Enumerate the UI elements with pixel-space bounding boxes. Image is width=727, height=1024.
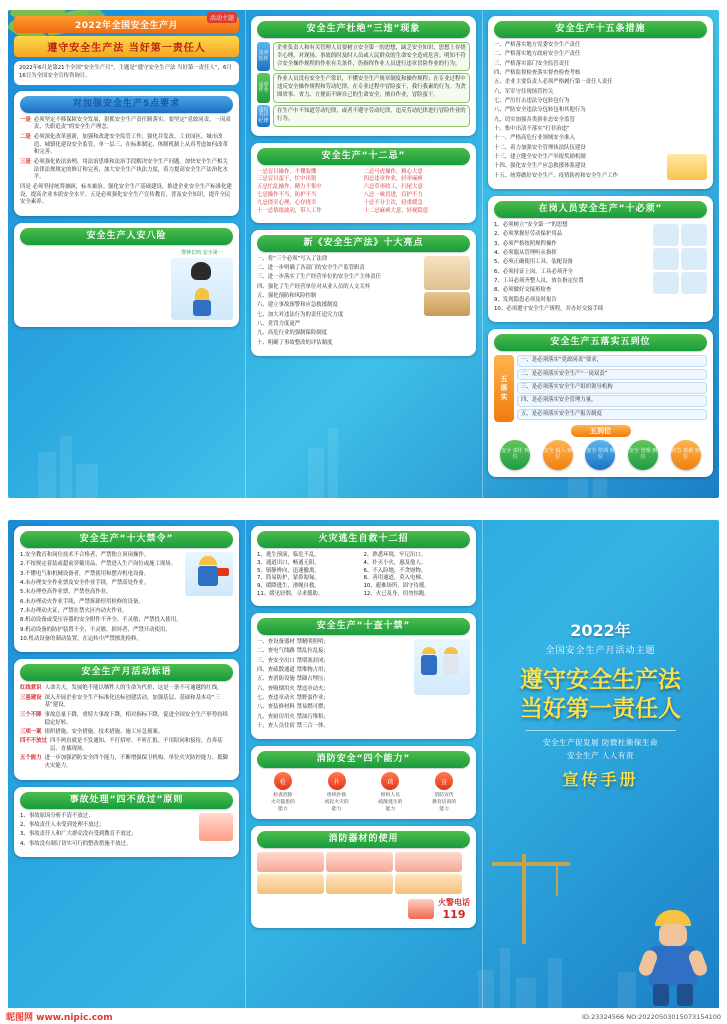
escape-item: 4、扑灭小火，惠及他人。 [363, 559, 427, 566]
taboo-item: 五忌忙乱操作，精力不集中 [257, 184, 322, 191]
card-title: 消防安全“四个能力” [257, 751, 470, 768]
helmet-icon [667, 154, 707, 180]
measure-item: 十一、严格高危行业领域安全准入 [494, 135, 575, 142]
ppe-photo [653, 224, 679, 246]
slogan-label: 三基建设 [20, 694, 42, 701]
measure-item: 三、严格落实部门安全监管责任 [494, 60, 570, 67]
card-slogans [14, 659, 239, 779]
escape-item: 1、逃生预演，临危不乱。 [257, 552, 320, 558]
taboo-item: 九忌侥幸心理，心存侥幸 [257, 199, 317, 206]
highlight-item: 七、加大对违法行为的责任追究力度 [257, 311, 344, 318]
theme-banner [14, 16, 239, 57]
pill-badge: 安全 培训 到位 [585, 440, 615, 470]
item-label: 二是 [20, 133, 31, 140]
prohibition-item: 7.未办理动火证，严禁在禁火区内动火作业。 [20, 607, 128, 614]
escape-item: 5、镇静辨向，迅速撤离。 [257, 567, 320, 574]
principle-item: 1、事故原因分析不清不放过； [20, 812, 94, 819]
measure-item: 十四、强化安全生产应急救援体系建设 [494, 163, 586, 170]
equipment-photo [326, 874, 393, 894]
violation-row [257, 42, 470, 71]
card-eight-risks [14, 223, 239, 327]
highlight-item: 五、强化预防和风险控制 [257, 292, 317, 299]
wuluoshi-item: 一、是必须落实“党政同责”要求， [517, 355, 707, 367]
taboo-item: 三忌盲目蛮干，忙中出错 [257, 176, 317, 183]
violation-tag: 违反劳动纪律 [257, 105, 270, 127]
measure-item: 五、企业主要负责人必须严格履行第一责任人责任 [494, 79, 613, 86]
card-ten-prohibitions [14, 526, 239, 652]
highlight-item: 九、高危行业的强制保险制度 [257, 330, 328, 337]
site-watermark [6, 1010, 113, 1023]
item-text: 必须深化改革创新，加强和改进安全监管工作，强化并发改、工业园区、城市改造、城镇化建设安全监管，单一层三、在标准制定、体制机制上从真考虑如何改革和完善。 [33, 133, 228, 156]
ability-line2: 火灾隐患的 [270, 800, 295, 806]
card-body [494, 42, 707, 180]
must-item: 8、必须做好交接班检查 [494, 287, 552, 294]
slogan-text: 组织措施、安全措施、技术措施、施工应急预案。 [44, 728, 164, 735]
ability-item [311, 772, 363, 812]
measure-item: 八、严防安全违法分包转包和其他行为 [494, 107, 586, 114]
item-label: 一是 [20, 116, 31, 123]
prohibition-item: 4.未办理安全作业票及安全作业手续，严禁高处作业。 [20, 579, 150, 586]
card-title: 新《安全生产法》十大亮点 [257, 235, 470, 252]
card-title: 在岗人员安全生产“十必须” [494, 201, 707, 218]
card-title: 火灾逃生自救十二招 [257, 531, 470, 548]
check-item: 三、查安全出口 禁堵塞封闭； [257, 657, 329, 664]
banner-small-title: 2022年全国安全生产月 [14, 16, 239, 33]
ppe-photo [681, 272, 707, 294]
principle-item: 2、事故责任人未受到处理不放过； [20, 821, 105, 828]
measure-item: 七、严厉打击违法分包转包行为 [494, 97, 570, 104]
measure-item: 四、严格监督检查落实督查检查考核 [494, 69, 581, 76]
ability-line3: 能力 [385, 807, 396, 813]
highlight-item: 三、进一步落实了生产经营单位的安全生产主体责任 [257, 274, 381, 281]
ability-item [418, 772, 470, 812]
check-item: 六、查吸烟用火 禁违章动火； [257, 685, 329, 692]
measure-item: 二、严格落实地方政府安全生产责任 [494, 51, 581, 58]
escape-item: 6、不入险地，不贪财物。 [363, 567, 427, 574]
taboo-item: 八忌一味冒进，盲护不力 [363, 192, 423, 199]
taboo-item: 六忌草率收工，扫尾大意 [363, 184, 423, 191]
prohibition-item: 8.机动设备或受压容器的安全附件不齐全、不灵敏，严禁投入使用。 [20, 617, 182, 624]
ability-line2: 初起火灾的 [324, 800, 349, 806]
equipment-photo-grid [257, 852, 470, 894]
law-books-illustration [424, 256, 470, 290]
top-right-panel [482, 10, 719, 498]
cover-slogan-2: 安全生产 人人有责 [567, 750, 634, 760]
megaphone-worker-illustration [185, 552, 233, 596]
violation-text: 作业人员没有安全生产常识，不懂安全生产规章制度和操作规程；在专业过程中违反安全操作规程和劳动纪律，在专业过程中冒险蛮干，我行我素的行为。为贪图省事、省力、方便而不顾自己的生命安全，擅自作业，冒险蛮干。 [273, 73, 470, 102]
card-title: 安全生产五落实五到位 [494, 334, 707, 351]
slogan-label: 三个不降 [20, 711, 42, 718]
escape-item: 11、缓见轻烟，寻求援助。 [257, 591, 324, 598]
taboo-item: 二忌马虎操作，粗心大意 [363, 168, 423, 175]
measure-item: 十、集中出清不落实“打非治违” [494, 125, 570, 132]
item-text: 必须强化依法治理，用法治思维和法治手段解决安全生产问题。加快安全生产相关法律法规规定的修订和完善，加大安全生产执法力度，着力提高安全生产法治化水平。 [33, 158, 228, 181]
principle-item: 4、事故没有制订切实可行的整改措施不放过。 [20, 840, 132, 847]
crane-illustration [492, 854, 572, 944]
escape-item: 3、通道出口，畅通无阻。 [257, 559, 320, 566]
ability-icon: 扑 [328, 772, 346, 790]
taboo-item: 十一忌情绪波动，带人工作 [257, 207, 322, 214]
escape-item: 2、熟悉环境，牢记出口。 [363, 552, 427, 558]
must-item: 10、必须遵守安全生产规程，并办好交接手续 [494, 305, 604, 312]
check-item: 四、查疏散通道 禁堆物占用； [257, 666, 329, 673]
prohibition-item: 3.不懂电气和机械设备者，严禁使用和摆弄机电设备。 [20, 570, 150, 577]
check-item: 七、查违章动火 禁野蛮作业； [257, 694, 329, 701]
card-title: 安全生产十五条措施 [494, 21, 707, 38]
escape-item: 9、缓降逃生，滑绳自救。 [257, 583, 320, 590]
taboo-item: 十二忌麻痹大意，轻视隐患 [363, 207, 429, 214]
ability-item [365, 772, 417, 812]
measure-item: 九、切实加强各类新业态安全监管 [494, 116, 575, 123]
card-body [20, 117, 233, 208]
card-title: 安全生产“十大禁令” [20, 531, 233, 548]
must-item: 9、发现隐患必须及时报告 [494, 296, 557, 303]
card-title: 消防器材的使用 [257, 831, 470, 848]
card-four-abilities [251, 746, 476, 819]
measure-item: 十五、统筹做好安全生产、疫情防控和安全生产工作 [494, 172, 618, 179]
must-item: 5、必须正确使用工具、装配设备 [494, 259, 573, 266]
escape-item: 7、简易防护，蒙鼻匍匐。 [257, 575, 320, 582]
slogan-text: 进一步加强消防安全四个能力，不断增强保卫机构、单位火灾防控能力、抵御火灾能力。 [44, 755, 228, 770]
prohibition-item: 5.未办理登高作业票，严禁登高作业。 [20, 589, 112, 596]
top-brochure-sheet [8, 10, 719, 498]
slogan-label: 五个能力 [20, 755, 42, 762]
ability-icon: 疏 [381, 772, 399, 790]
slogan-label: 三项一案 [20, 728, 42, 735]
card-five-requirements [14, 91, 239, 216]
bottom-left-panel [8, 520, 245, 1014]
card-title: 安全生产“十二忌” [257, 148, 470, 165]
bottom-mid-panel [245, 520, 482, 1014]
prohibition-item: 6.未办理动火作业手续，严禁拆卸停用检修的设备。 [20, 598, 144, 605]
cover-handbook-label: 宣传手册 [562, 769, 639, 789]
must-item: 6、必须持证上岗，工具必须齐全 [494, 268, 573, 275]
banner-main-title: 遵守安全生产法 当好第一责任人 [14, 36, 239, 57]
wudaowei-pills [494, 440, 707, 470]
card-four-not-let-go [14, 787, 239, 857]
principle-item: 3、事故责任人和广大群众没有受到教育不放过； [20, 831, 137, 838]
banner-theme-tag: 活动主题 [207, 12, 237, 23]
card-five-implementations [488, 329, 713, 477]
check-item: 九、查厨房用火 禁油污堆积； [257, 713, 329, 720]
cover-main-line2: 当好第一责任人 [520, 695, 681, 722]
check-item: 二、查电气线路 禁乱拉乱接； [257, 648, 329, 655]
must-item: 7、工具必须齐整人员，放在指定位置 [494, 277, 584, 284]
violation-text: 在生产中不知道劳动纪律，或者不遵守劳动纪律，违反劳动纪律进行冒险作业的行为。 [273, 105, 470, 127]
ability-line3: 能力 [278, 807, 288, 813]
fire-phone-label: 火警电话 [438, 898, 470, 908]
highlight-item: 一、将“三个必须”写入了法律 [257, 255, 328, 262]
equipment-photo [257, 874, 324, 894]
card-body [257, 552, 470, 599]
equipment-photo [395, 874, 462, 894]
highlight-item: 四、强化了生产经营单位对从业人员的人文关怀 [257, 283, 371, 290]
worker-bell-illustration [171, 258, 233, 320]
highlight-item: 十、明确了事故整改的评估制度 [257, 339, 333, 346]
card-title: 事故处理“四不放过”原则 [20, 792, 233, 809]
two-workers-illustration [414, 639, 470, 695]
wuluoshi-tag: 五落实 [494, 355, 514, 422]
equipment-photo [395, 852, 462, 872]
card-fifteen-measures [488, 16, 713, 189]
cover-main-line1: 遵守安全生产法 [520, 667, 681, 693]
ppe-photo [681, 248, 707, 270]
taboo-item: 十忌不分主次，轻重缓急 [363, 199, 423, 206]
highlight-item: 二、进一步明确了各部门的安全生产监管职责 [257, 264, 365, 271]
prohibition-item: 9.机动设备的防护装置不全、不灵敏、损坏者，严禁开动使用。 [20, 626, 171, 633]
slogan-label: 红线意识 [20, 685, 42, 692]
measure-item: 六、军军守住现场管控关 [494, 88, 554, 95]
highlight-item: 六、建立事故预警和应急救援制度 [257, 302, 338, 309]
must-item: 2、必须掌握好劳动保护用品 [494, 231, 563, 238]
violation-tag: 违章作业 [257, 73, 270, 102]
check-item: 十、查人员住宿 禁三合一体。 [257, 722, 329, 729]
prohibition-item: 10.机动设备的制动装置，在运转中严禁擦洗检修。 [20, 635, 142, 642]
ability-line3: 能力 [331, 807, 342, 813]
extinguisher-icon [408, 899, 434, 919]
fire-extinguisher-icon [199, 813, 233, 841]
check-item: 八、查装修材料 禁易燃可燃； [257, 704, 329, 711]
equipment-photo [257, 852, 324, 872]
cover-year: 2022年 [570, 621, 631, 640]
site-name: 昵图网 www.nipic.com [6, 1013, 113, 1023]
bottom-cover-panel [482, 520, 719, 1014]
wuluoshi-item: 三、是必须落实安全生产组织领导机构 [517, 382, 707, 394]
highlight-item: 八、党罚力度更严 [257, 320, 301, 327]
cover-subtitle: 全国安全生产月活动主题 [545, 646, 656, 656]
check-item: 五、查消防设施 禁圈占埋压； [257, 676, 329, 683]
ability-line2: 教育培训的 [432, 800, 457, 806]
pill-badge: 安全 投入 到位 [543, 440, 573, 470]
ability-icon: 宣 [435, 772, 453, 790]
ppe-photo [681, 224, 707, 246]
violation-text: 企业负责人和有关管理人员要树立安全第一的思想，缺乏安全知识，思想上存侥幸心理，对现场、事故的时及时人员或人民群众的生命安全造成危害；明知不符合安全操作规程的作业有关条件，仍指挥作业人员进行违章冒险作业的行为。 [273, 42, 470, 71]
image-id-text: ID:23324566 NO:20220503015073154100 [581, 1013, 721, 1021]
pill-badge: 安全 管理 到位 [628, 440, 658, 470]
check-item: 一、查设备器材 禁精明照明； [257, 638, 329, 645]
ability-line1: 组织扑救 [327, 793, 347, 799]
ability-line3: 能力 [439, 807, 449, 813]
bell-note: 警钟长鸣 安全第一 [181, 249, 223, 256]
slogan-text: 事故总量下降，重特大事故下降，相对指标下降，促进全国安全生产形势持续稳定好转。 [44, 711, 228, 726]
intro-text: 2022年6月是第21个全国“安全生产月”，主题是“遵守安全生产法 当好第一责任人”，6月16日为全国安全宣传咨询日。 [14, 61, 239, 85]
card-title: 安全生产月活动标语 [20, 664, 233, 681]
escape-item: 10、避难场所，固守待援。 [363, 583, 430, 590]
slogan-label: 四不不放过 [20, 738, 47, 745]
item-text: 必须坚定不移保障安全发展，狠抓安全生产责任制落实。要坚定“党政同责、一岗双责、失职追责”的安全生产理念。 [33, 116, 231, 131]
ability-line1: 组织人员 [380, 793, 400, 799]
ability-icon: 检 [274, 772, 292, 790]
must-item: 1、必须树立“安全第一”的思想 [494, 221, 568, 228]
ppe-photo [653, 248, 679, 270]
card-ten-checks [251, 613, 476, 739]
measure-item: 十二、着力加强安全管理执法队伍建设 [494, 144, 586, 151]
measure-item: 十三、建立健全安全生产举报奖励机制 [494, 153, 586, 160]
ppe-photo [653, 272, 679, 294]
gavel-icon [424, 292, 470, 316]
wudaowei-title: 五到位 [571, 425, 631, 437]
card-twelve-taboos [251, 143, 476, 223]
card-body [20, 685, 233, 771]
prohibition-item: 2.不按规定着装或超前穿戴用品，严禁进入生产岗位或施工现场。 [20, 561, 177, 568]
item-label: 三是 [20, 158, 31, 165]
must-item: 4、必须服从管理听从指挥 [494, 249, 557, 256]
taboo-item: 七忌操作不当，防护不当 [257, 192, 317, 199]
ability-line1: 检查消除 [273, 793, 293, 799]
worker-mascot-illustration [637, 904, 709, 1008]
card-equipment-usage [251, 826, 476, 928]
slogan-text: 四不两直就是不发通知、不打招呼、不听汇报、不用陪同和接待，直奔基层、直插现场。 [49, 738, 223, 753]
violation-tag: 违章指挥 [257, 42, 270, 71]
fire-phone-number: 119 [442, 908, 466, 922]
ability-line2: 疏散逃生的 [378, 800, 403, 806]
card-title: 安全生产人安八险 [20, 228, 233, 245]
card-title: 安全生产“十查十禁” [257, 618, 470, 635]
card-ten-musts [488, 196, 713, 322]
cover-divider [526, 730, 676, 731]
pill-badge: 安全 责任 到位 [500, 440, 530, 470]
card-escape-twelve [251, 526, 476, 606]
wuluoshi-item: 二、是必须落实安全生产“一岗双责” [517, 369, 707, 381]
top-left-panel [8, 10, 245, 498]
ability-line1: 消防宣传 [434, 793, 454, 799]
measure-item: 一、严格落实地方党委安全生产责任 [494, 42, 581, 48]
equipment-photo [326, 852, 393, 872]
escape-item: 12、火已及身，切勿惊跑。 [363, 591, 430, 598]
slogan-text: 深入开展企业安全生产标准化达标创建活动，加强基层、基础和基本功“三基”建设。 [44, 694, 220, 709]
card-three-violations [251, 16, 476, 136]
prohibition-item: 1.安全教育和岗位技术不合格者，严禁独立顶岗操作。 [20, 552, 150, 558]
taboo-item: 四忌违章作业，轻率麻痹 [363, 176, 423, 183]
ability-item [257, 772, 309, 812]
item-text-more: 四是 必须坚持统筹兼顾，标本兼治。强化安全生产基础建设，推进企业安全生产标准化建设，提高企业本质安全水平。五是必须强化安全生产宣传教育，普及安全知识，提升全民安全素养。 [20, 183, 232, 206]
card-title: 对加强安全生产5点要求 [20, 96, 233, 113]
must-item: 3、必须严格按照规程操作 [494, 240, 557, 247]
pill-badge: 应急 救援 到位 [671, 440, 701, 470]
wuluoshi-item: 四、是必须落实安全管理力量， [517, 395, 707, 407]
card-body [257, 169, 470, 216]
violation-row [257, 73, 470, 102]
top-mid-panel [245, 10, 482, 498]
slogan-text: 人命关天，发展绝不能以牺牲人的生命为代价，这是一条不可逾越的红线。 [44, 685, 223, 692]
wuluoshi-item: 五、是必须落实安全生产报告制度 [517, 409, 707, 421]
escape-item: 8、善用通道，莫入电梯。 [363, 575, 427, 582]
card-ten-highlights [251, 230, 476, 356]
bottom-brochure-sheet [8, 520, 719, 1014]
page-footer [0, 1008, 727, 1024]
taboo-item: 一忌盲目操作，不懂装懂 [257, 168, 317, 175]
card-title: 安全生产杜绝“三违”现象 [257, 21, 470, 38]
violation-row [257, 105, 470, 127]
cover-slogan-1: 安全生产促发展 防微杜渐保生命 [543, 737, 658, 747]
